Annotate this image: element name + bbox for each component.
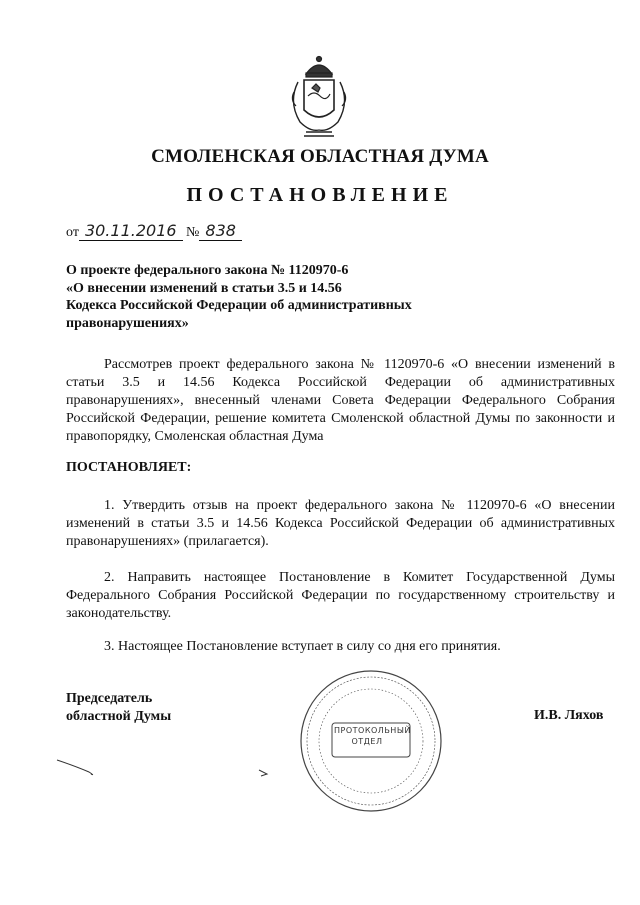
resolution-item-3: 3. Настоящее Постановление вступает в силу со дня его принятия.: [104, 639, 501, 654]
date-from-label: от: [66, 225, 79, 240]
stamp-inner-line: ПРОТОКОЛЬНЫЙ: [334, 726, 411, 735]
handwritten-signature: [55, 752, 295, 792]
resolution-item-1: 1. Утвердить отзыв на проект федерального закона № 1120970-6 «О внесении изменений в статьи 3.5 и 14.56 Кодекса Российской Федерации об административных правонарушениях» (прилагается).: [66, 498, 615, 549]
document-number: 838: [199, 222, 242, 241]
document-date: 30.11.2016: [79, 222, 183, 241]
smolensk-coat-of-arms-icon: [284, 52, 354, 140]
resolution-item-2: 2. Направить настоящее Постановление в Комитет Государственной Думы Федерального Собрания Российской Федерации по государственному строительству и законодательству.: [66, 570, 615, 621]
document-subject: [66, 262, 486, 332]
signer-position-line: областной Думы: [66, 708, 172, 724]
signer-name: И.В. Ляхов: [534, 708, 604, 723]
stamp-inner-text: [334, 725, 411, 747]
subject-line: правонарушениях»: [66, 315, 189, 331]
document-type-title: ПОСТАНОВЛЕНИЕ: [186, 184, 454, 206]
number-label: №: [186, 225, 200, 240]
date-number-line: [66, 222, 242, 241]
resolves-heading: ПОСТАНОВЛЯЕТ:: [66, 460, 192, 475]
subject-line: О проекте федерального закона № 1120970-6: [66, 263, 349, 278]
signer-position-line: Председатель: [66, 691, 153, 706]
subject-line: Кодекса Российской Федерации об административных: [66, 298, 412, 313]
subject-line: «О внесении изменений в статьи 3.5 и 14.56: [66, 280, 342, 296]
signer-position: [66, 690, 171, 725]
preamble-paragraph: Рассмотрев проект федерального закона № 1120970-6 «О внесении изменений в статьи 3.5 и 14.56 Кодекса Российской Федерации об административных правонарушениях», внесенный членами Совета Федерации Федерального Собрания Российской Федерации, решение комитета Смоленской областной Думы по законности и правопорядку, Смоленская областная Дума: [66, 357, 615, 444]
stamp-inner-line: ОТДЕЛ: [351, 737, 383, 746]
organization-title: СМОЛЕНСКАЯ ОБЛАСТНАЯ ДУМА: [151, 146, 489, 167]
